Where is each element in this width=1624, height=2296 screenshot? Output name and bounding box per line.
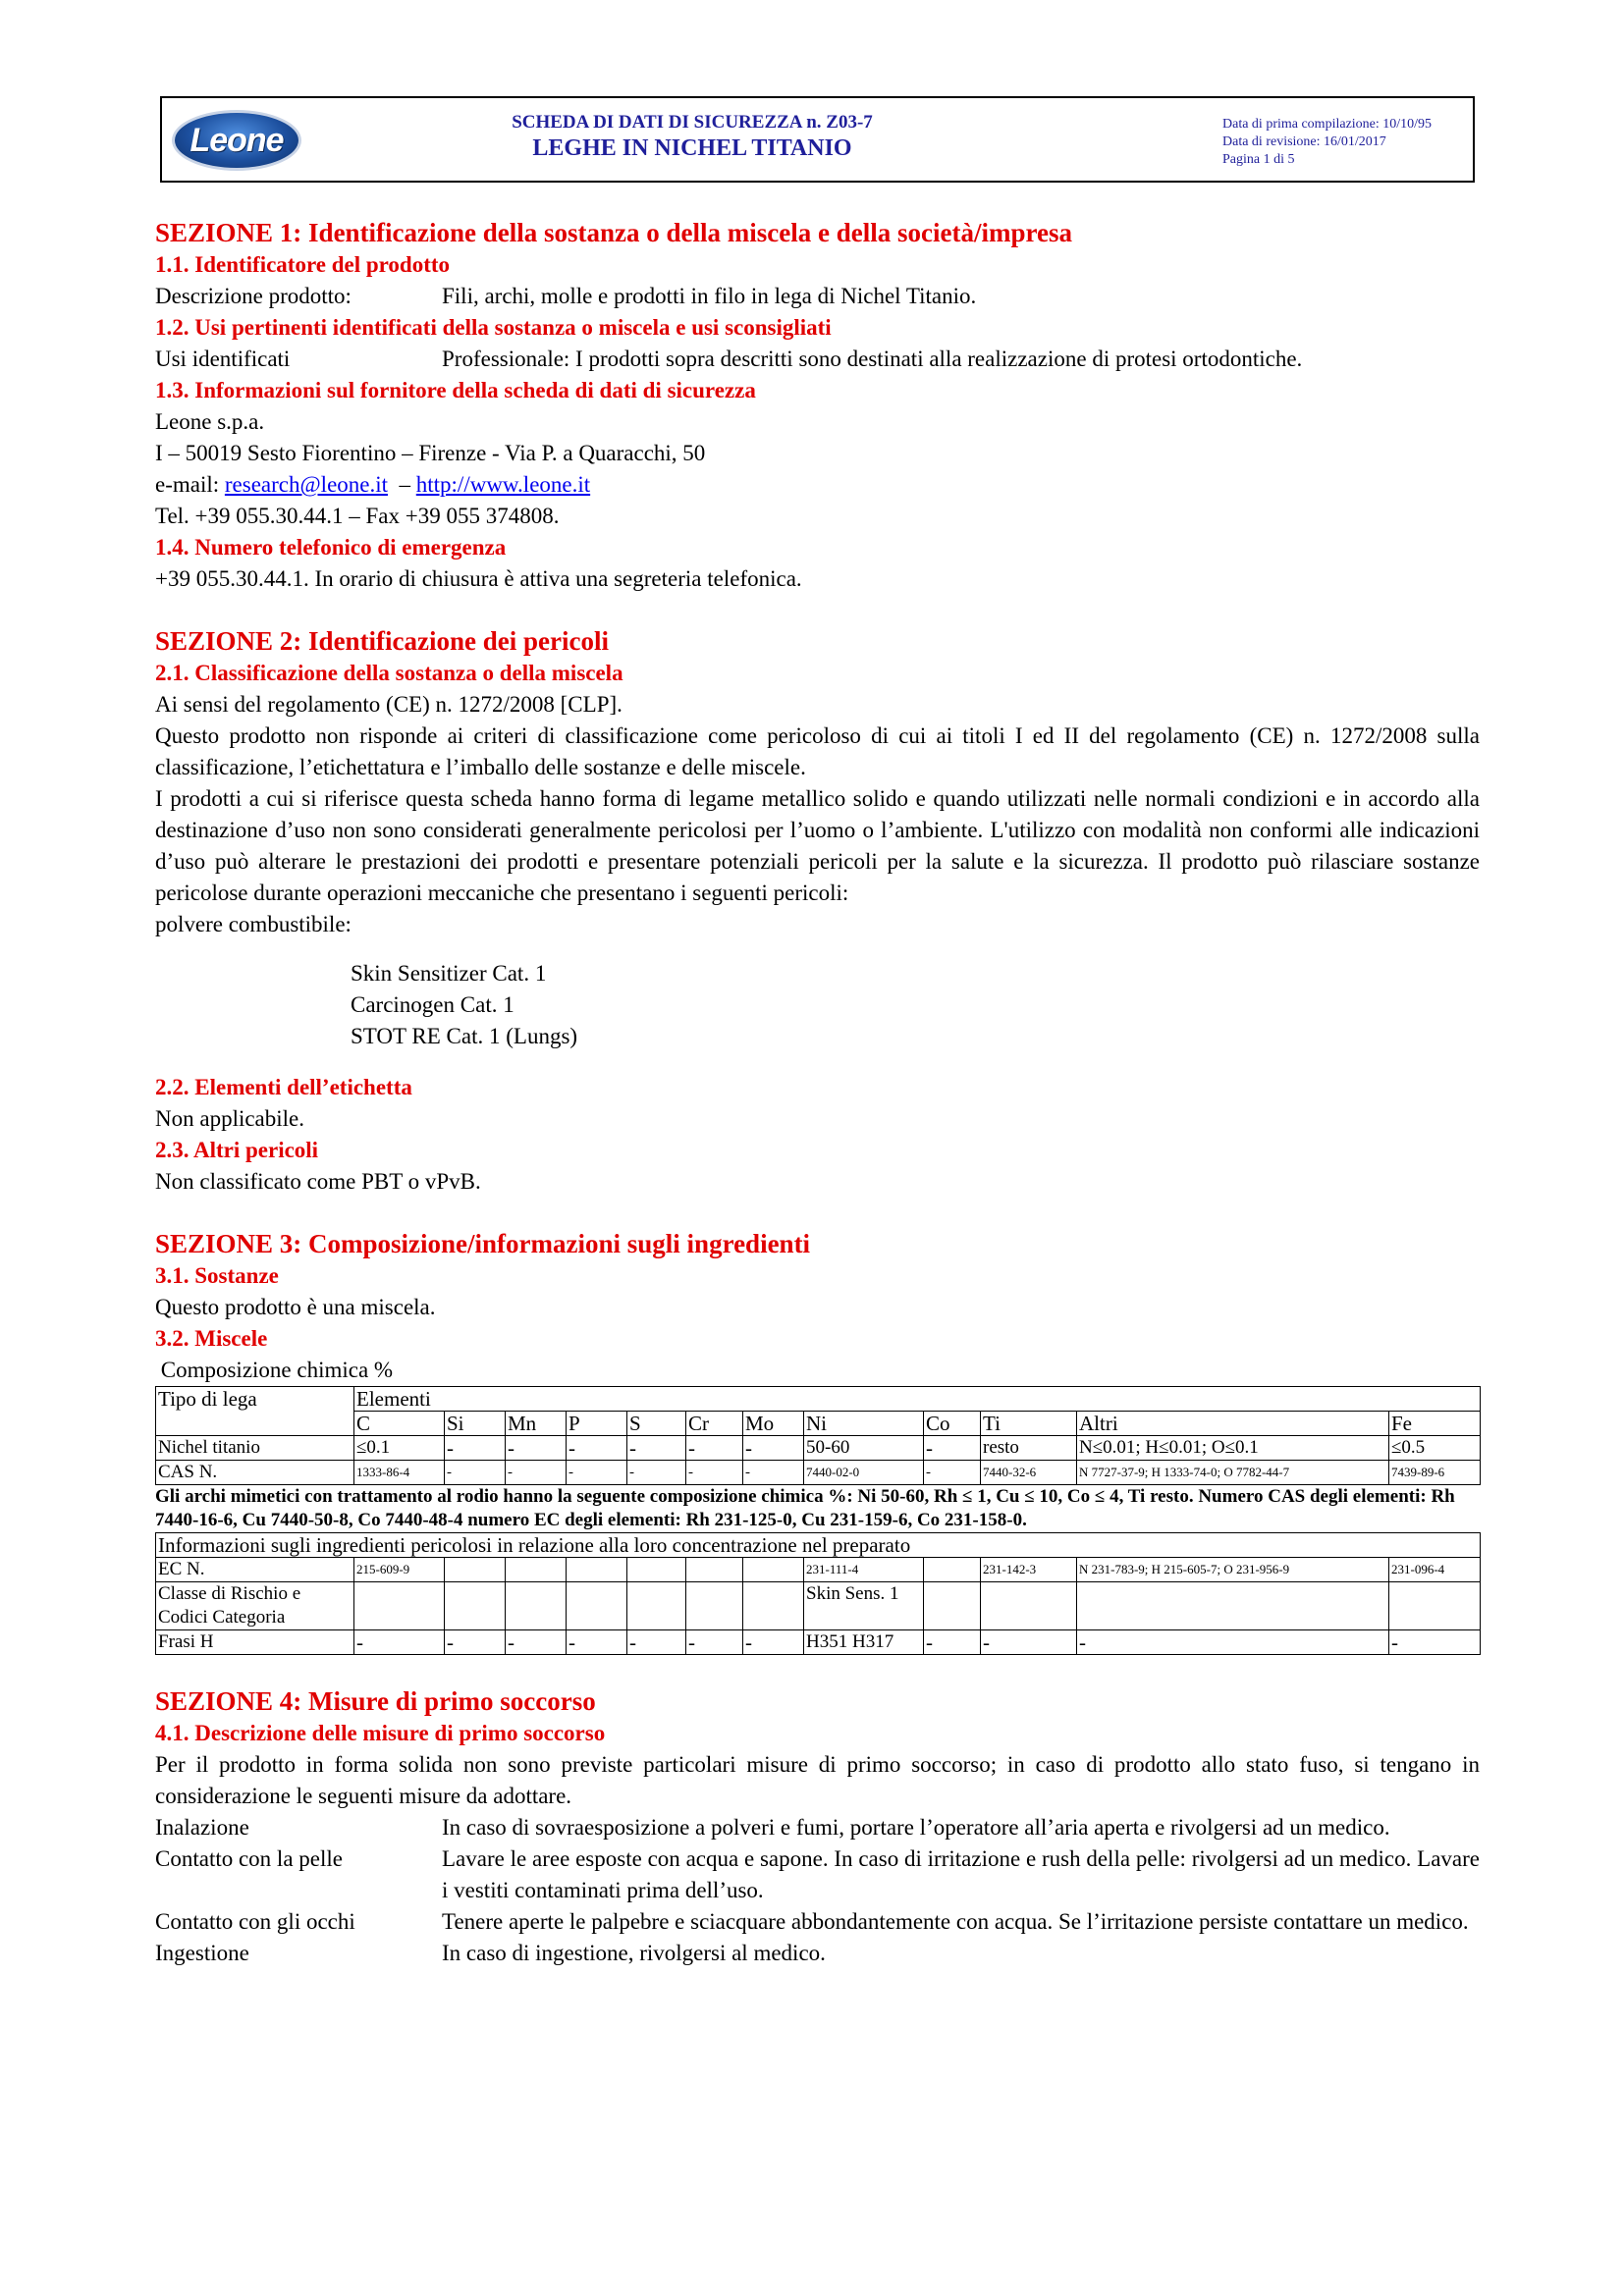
leone-logo: Leone	[172, 110, 301, 171]
table-cell: resto	[981, 1436, 1077, 1461]
subsection-3-2: 3.2. Miscele	[155, 1326, 268, 1351]
product-description-row	[155, 281, 1480, 312]
table-cell: 231-096-4	[1389, 1558, 1481, 1582]
table-cell: -	[924, 1436, 981, 1461]
subsection-4-1: 4.1. Descrizione delle misure di primo soccorso	[155, 1721, 606, 1745]
table-cell: -	[686, 1436, 743, 1461]
website-link[interactable]: http://www.leone.it	[415, 472, 591, 497]
table-cell	[686, 1582, 743, 1630]
label: Contatto con gli occhi	[155, 1909, 355, 1934]
first-compilation-date: Data di prima compilazione: 10/10/95	[1222, 117, 1433, 132]
table-cell: -	[567, 1461, 627, 1485]
table-row	[156, 1533, 1481, 1558]
document-title	[358, 112, 1026, 162]
table-cell: -	[981, 1630, 1077, 1655]
table-cell: -	[743, 1630, 804, 1655]
section-1-title: SEZIONE 1: Identificazione della sostanza o della miscela e della società/impresa	[155, 218, 1072, 247]
paragraph: Questo prodotto non risponde ai criteri di classificazione come pericoloso di cui ai titoli I ed II del regolamento (CE) n. 1272/2008 sulla classificazione, l’etichettatura e l’imballo delle sostanze e delle miscele.	[155, 723, 1480, 779]
label: Ingestione	[155, 1941, 249, 1965]
table-cell: -	[743, 1461, 804, 1485]
table-cell: -	[627, 1436, 686, 1461]
first-aid-row	[155, 1843, 1480, 1906]
row-label: Frasi H	[156, 1630, 354, 1655]
table-cell	[743, 1558, 804, 1582]
table-cell	[1077, 1582, 1389, 1630]
value: Lavare le aree esposte con acqua e sapone. In caso di irritazione e rush della pelle: rivolgersi ad un medico. Lavare i vestiti contaminati prima dell’uso.	[442, 1846, 1480, 1902]
hazard-item: Skin Sensitizer Cat. 1	[351, 961, 547, 986]
element-header: Ti	[981, 1412, 1077, 1436]
element-header: Mo	[743, 1412, 804, 1436]
subsection-1-4: 1.4. Numero telefonico di emergenza	[155, 535, 507, 560]
value: Tenere aperte le palpebre e sciacquare abbondantemente con acqua. Se l’irritazione persiste contattare un medico.	[442, 1909, 1469, 1934]
table-cell	[445, 1582, 506, 1630]
row-label: Nichel titanio	[156, 1436, 354, 1461]
table-cell: -	[627, 1461, 686, 1485]
hazard-list	[155, 958, 1480, 1052]
element-header: P	[567, 1412, 627, 1436]
hazard-item: STOT RE Cat. 1 (Lungs)	[351, 1024, 578, 1048]
table-cell	[981, 1582, 1077, 1630]
paragraph: Per il prodotto in forma solida non sono previste particolari misure di primo soccorso; in caso di prodotto allo stato fuso, si tengano in considerazione le seguenti misure da adottare.	[155, 1752, 1480, 1808]
table-row	[156, 1630, 1481, 1655]
subsection-2-2: 2.2. Elementi dell’etichetta	[155, 1075, 412, 1099]
table-cell	[924, 1582, 981, 1630]
value: Professionale: I prodotti sopra descritti sono destinati alla realizzazione di protesi ortodontiche.	[442, 347, 1303, 371]
table-cell	[627, 1582, 686, 1630]
row-label: CAS N.	[156, 1461, 354, 1485]
rhodium-note: Gli archi mimetici con trattamento al rodio hanno la seguente composizione chimica %: Ni 50-60, Rh ≤ 1, Cu ≤ 10, Co ≤ 4, Ti resto. Numero CAS degli elementi: Rh 7440-16-6, Cu 7440-50-8, Co 7440-48-4 numero EC degli elementi: Rh 231-125-0, Cu 231-159-6, Co 231-158-0.	[155, 1486, 1455, 1530]
table-cell: -	[686, 1461, 743, 1485]
table-cell: -	[506, 1436, 567, 1461]
label: Usi identificati	[155, 347, 291, 371]
subsection-2-1: 2.1. Classificazione della sostanza o della miscela	[155, 661, 623, 685]
table-cell: N 231-783-9; H 215-605-7; O 231-956-9	[1077, 1558, 1389, 1582]
table-cell: -	[1077, 1630, 1389, 1655]
table-cell: -	[567, 1436, 627, 1461]
table-cell: 231-111-4	[804, 1558, 924, 1582]
table-cell: -	[506, 1630, 567, 1655]
table-caption: Composizione chimica %	[155, 1358, 394, 1382]
table-cell: -	[924, 1630, 981, 1655]
table-cell	[567, 1558, 627, 1582]
paragraph: Non classificato come PBT o vPvB.	[155, 1169, 481, 1194]
hazard-item: Carcinogen Cat. 1	[351, 992, 514, 1017]
label: Descrizione prodotto:	[155, 284, 352, 308]
section-2-title: SEZIONE 2: Identificazione dei pericoli	[155, 626, 609, 656]
table-cell: -	[1389, 1630, 1481, 1655]
table-cell: 7440-32-6	[981, 1461, 1077, 1485]
label: Contatto con la pelle	[155, 1846, 343, 1871]
hazardous-ingredients-table	[155, 1532, 1481, 1655]
subsection-1-2: 1.2. Usi pertinenti identificati della sostanza o miscela e usi sconsigliati	[155, 315, 832, 340]
table-cell: 50-60	[804, 1436, 924, 1461]
section-4-title: SEZIONE 4: Misure di primo soccorso	[155, 1686, 596, 1716]
table-cell: -	[743, 1436, 804, 1461]
table-row	[156, 1412, 1481, 1436]
table-cell: 7439-89-6	[1389, 1461, 1481, 1485]
company-address: I – 50019 Sesto Fiorentino – Firenze - Via P. a Quaracchi, 50	[155, 441, 706, 465]
element-header: S	[627, 1412, 686, 1436]
contact-line: e-mail: research@leone.it – http://www.leone.it	[155, 472, 591, 497]
paragraph: Ai sensi del regolamento (CE) n. 1272/2008 [CLP].	[155, 692, 623, 717]
subsection-1-3: 1.3. Informazioni sul fornitore della scheda di dati di sicurezza	[155, 378, 756, 402]
sheet-number: SCHEDA DI DATI DI SICUREZZA n. Z03-7	[512, 112, 873, 133]
product-name: LEGHE IN NICHEL TITANIO	[532, 135, 852, 161]
table-cell	[445, 1558, 506, 1582]
table-cell: -	[686, 1630, 743, 1655]
revision-date: Data di revisione: 16/01/2017	[1222, 134, 1386, 149]
element-header: Mn	[506, 1412, 567, 1436]
table-cell: 1333-86-4	[354, 1461, 445, 1485]
phone-fax: Tel. +39 055.30.44.1 – Fax +39 055 374808.	[155, 504, 560, 528]
subsection-2-3: 2.3. Altri pericoli	[155, 1138, 319, 1162]
element-header: Altri	[1077, 1412, 1389, 1436]
table-cell: -	[627, 1630, 686, 1655]
value: Fili, archi, molle e prodotti in filo in lega di Nichel Titanio.	[442, 284, 977, 308]
table-title: Informazioni sugli ingredienti pericolosi in relazione alla loro concentrazione nel preparato	[156, 1533, 1481, 1558]
identified-uses-row	[155, 344, 1480, 375]
table-cell	[743, 1582, 804, 1630]
table-cell: H351 H317	[804, 1630, 924, 1655]
table-cell: 215-609-9	[354, 1558, 445, 1582]
element-header: Fe	[1389, 1412, 1481, 1436]
row-label: EC N.	[156, 1558, 354, 1582]
paragraph: Questo prodotto è una miscela.	[155, 1295, 436, 1319]
section-3-title: SEZIONE 3: Composizione/informazioni sugli ingredienti	[155, 1229, 811, 1258]
table-cell	[1389, 1582, 1481, 1630]
paragraph: polvere combustibile:	[155, 912, 352, 936]
value: In caso di sovraesposizione a polveri e fumi, portare l’operatore all’aria aperta e rivolgersi ad un medico.	[442, 1815, 1390, 1840]
table-cell: -	[567, 1630, 627, 1655]
element-header: Si	[445, 1412, 506, 1436]
table-cell: Skin Sens. 1	[804, 1582, 924, 1630]
table-cell	[686, 1558, 743, 1582]
document-body	[155, 216, 1480, 1969]
company-name: Leone s.p.a.	[155, 409, 265, 434]
element-header: C	[354, 1412, 445, 1436]
table-cell: -	[445, 1436, 506, 1461]
table-cell	[627, 1558, 686, 1582]
table-cell: N≤0.01; H≤0.01; O≤0.1	[1077, 1436, 1389, 1461]
first-aid-row	[155, 1906, 1480, 1938]
paragraph: I prodotti a cui si riferisce questa scheda hanno forma di legame metallico solido e quando utilizzati nelle normali condizioni e in accordo alla destinazione d’uso non sono considerati generalmente pericolosi per l’uomo o l’ambiente. L'utilizzo con modalità non conformi alle indicazioni d’uso può alterare le prestazioni dei prodotti e presentare potenziali pericoli per la salute e la sicurezza. Il prodotto può rilasciare sostanze pericolose durante operazioni meccaniche che presentano i seguenti pericoli:	[155, 786, 1480, 905]
table-cell: N 7727-37-9; H 1333-74-0; O 7782-44-7	[1077, 1461, 1389, 1485]
table-row	[156, 1436, 1481, 1461]
element-header: Co	[924, 1412, 981, 1436]
table-cell	[506, 1558, 567, 1582]
table-cell	[506, 1582, 567, 1630]
table-cell: ≤0.5	[1389, 1436, 1481, 1461]
table-cell: 7440-02-0	[804, 1461, 924, 1485]
subsection-3-1: 3.1. Sostanze	[155, 1263, 279, 1288]
first-aid-row	[155, 1812, 1480, 1843]
table-row	[156, 1387, 1481, 1412]
element-header: Cr	[686, 1412, 743, 1436]
table-cell: ≤0.1	[354, 1436, 445, 1461]
subsection-1-1: 1.1. Identificatore del prodotto	[155, 252, 451, 277]
composition-table	[155, 1386, 1481, 1485]
table-cell: -	[445, 1461, 506, 1485]
document-meta	[1222, 116, 1432, 169]
paragraph: Non applicabile.	[155, 1106, 305, 1131]
email-link[interactable]: research@leone.it	[224, 472, 389, 497]
row-label: Classe di Rischio e Codici Categoria	[156, 1582, 354, 1630]
value: In caso di ingestione, rivolgersi al medico.	[442, 1941, 826, 1965]
table-cell: -	[506, 1461, 567, 1485]
table-cell: -	[924, 1461, 981, 1485]
table-cell: 231-142-3	[981, 1558, 1077, 1582]
table-row	[156, 1582, 1481, 1630]
label: Inalazione	[155, 1815, 249, 1840]
table-row	[156, 1461, 1481, 1485]
table-cell	[567, 1582, 627, 1630]
table-cell: -	[354, 1630, 445, 1655]
alloy-type-header: Tipo di lega	[156, 1387, 354, 1436]
table-cell: -	[445, 1630, 506, 1655]
first-aid-row	[155, 1938, 1480, 1969]
document-header	[160, 96, 1475, 183]
table-cell	[354, 1582, 445, 1630]
table-cell	[924, 1558, 981, 1582]
element-header: Ni	[804, 1412, 924, 1436]
page-number: Pagina 1 di 5	[1222, 152, 1295, 167]
elements-header: Elementi	[354, 1387, 1481, 1412]
emergency-phone: +39 055.30.44.1. In orario di chiusura è attiva una segreteria telefonica.	[155, 566, 802, 591]
table-row	[156, 1558, 1481, 1582]
